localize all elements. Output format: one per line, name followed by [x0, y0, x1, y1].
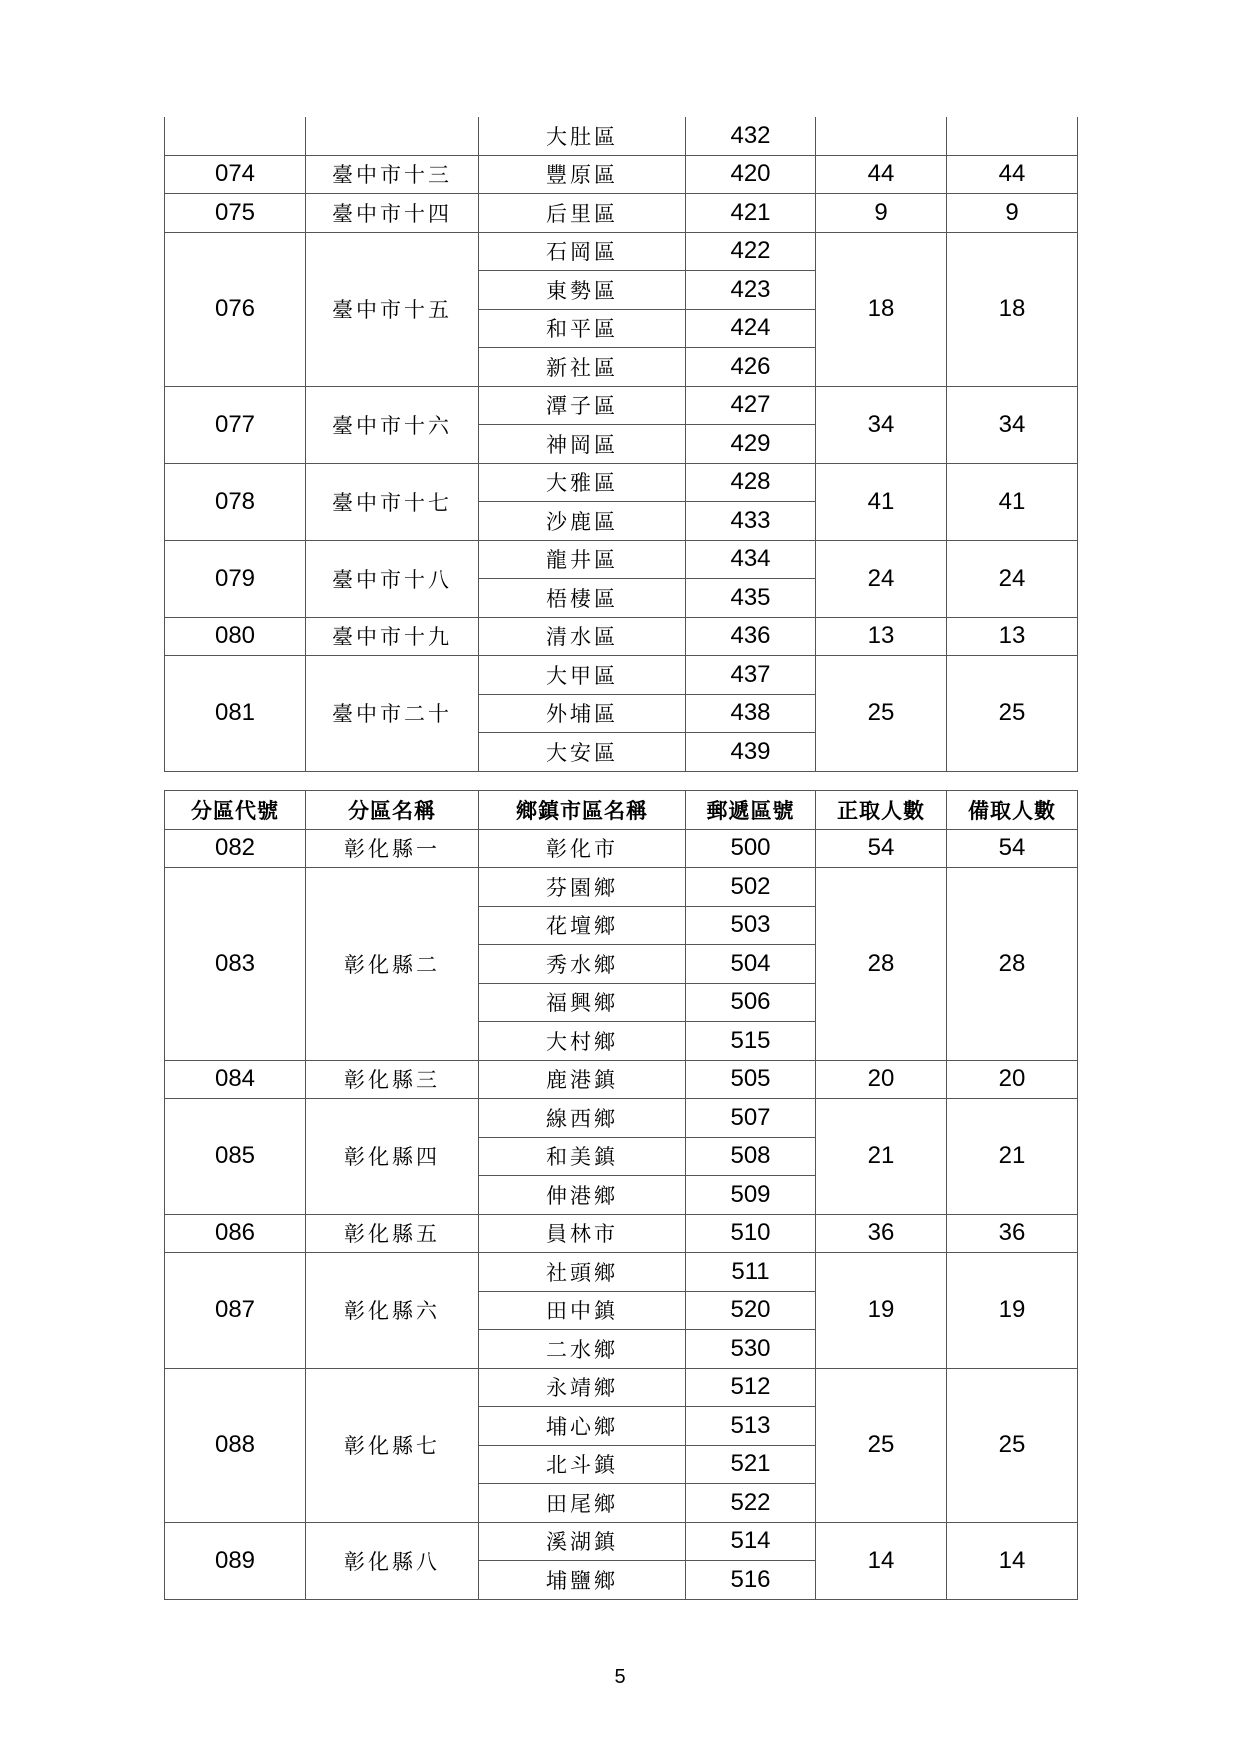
header-district-name: 鄉鎮市區名稱	[479, 791, 686, 830]
table-row	[165, 1368, 1078, 1407]
district-name-cell: 外埔區	[479, 694, 686, 733]
zone-code-cell: 089	[165, 1522, 306, 1599]
waitlist-count-cell: 9	[947, 194, 1078, 233]
postal-code-cell: 420	[686, 155, 816, 194]
admitted-count-cell: 34	[816, 386, 947, 463]
district-name-cell: 線西鄉	[479, 1099, 686, 1138]
waitlist-count-cell: 14	[947, 1522, 1078, 1599]
district-table-continued	[164, 117, 1078, 772]
district-name-cell: 龍井區	[479, 540, 686, 579]
district-name-cell: 社頭鄉	[479, 1253, 686, 1292]
admitted-count-cell: 20	[816, 1060, 947, 1099]
table-row	[165, 155, 1078, 194]
district-name-cell: 芬園鄉	[479, 868, 686, 907]
postal-code-cell: 506	[686, 983, 816, 1022]
district-name-cell: 田尾鄉	[479, 1484, 686, 1523]
zone-name-cell: 臺中市十八	[306, 540, 479, 617]
admitted-count-cell: 36	[816, 1214, 947, 1253]
table-row	[165, 1214, 1078, 1253]
admitted-count-cell: 25	[816, 656, 947, 772]
zone-name-cell: 彰化縣四	[306, 1099, 479, 1215]
table-row	[165, 540, 1078, 579]
district-name-cell: 大甲區	[479, 656, 686, 695]
district-name-cell: 彰化市	[479, 829, 686, 868]
table-row	[165, 117, 1078, 155]
zone-name-cell: 臺中市十四	[306, 194, 479, 233]
admitted-count-cell: 13	[816, 617, 947, 656]
postal-code-cell: 432	[686, 117, 816, 155]
page-number: 5	[614, 1666, 626, 1688]
header-zone-code: 分區代號	[165, 791, 306, 830]
admitted-count-cell	[816, 117, 947, 155]
postal-code-cell: 435	[686, 579, 816, 618]
district-name-cell: 神岡區	[479, 425, 686, 464]
postal-code-cell: 514	[686, 1522, 816, 1561]
table-row	[165, 1099, 1078, 1138]
header-admitted-count: 正取人數	[816, 791, 947, 830]
district-name-cell: 鹿港鎮	[479, 1060, 686, 1099]
postal-code-cell: 504	[686, 945, 816, 984]
waitlist-count-cell: 36	[947, 1214, 1078, 1253]
zone-name-cell: 臺中市二十	[306, 656, 479, 772]
postal-code-cell: 439	[686, 733, 816, 772]
postal-code-cell: 426	[686, 348, 816, 387]
district-name-cell: 福興鄉	[479, 983, 686, 1022]
zone-name-cell	[306, 117, 479, 155]
zone-code-cell	[165, 117, 306, 155]
zone-name-cell: 彰化縣八	[306, 1522, 479, 1599]
postal-code-cell: 508	[686, 1137, 816, 1176]
waitlist-count-cell: 19	[947, 1253, 1078, 1369]
district-name-cell: 梧棲區	[479, 579, 686, 618]
table-row	[165, 829, 1078, 868]
district-name-cell: 埔鹽鄉	[479, 1561, 686, 1600]
zone-code-cell: 075	[165, 194, 306, 233]
postal-code-cell: 436	[686, 617, 816, 656]
zone-code-cell: 079	[165, 540, 306, 617]
district-name-cell: 北斗鎮	[479, 1445, 686, 1484]
table-row	[165, 194, 1078, 233]
waitlist-count-cell: 34	[947, 386, 1078, 463]
waitlist-count-cell: 21	[947, 1099, 1078, 1215]
table-row	[165, 1522, 1078, 1561]
zone-name-cell: 臺中市十九	[306, 617, 479, 656]
waitlist-count-cell: 25	[947, 1368, 1078, 1522]
waitlist-count-cell: 13	[947, 617, 1078, 656]
district-name-cell: 清水區	[479, 617, 686, 656]
zone-code-cell: 080	[165, 617, 306, 656]
postal-code-cell: 522	[686, 1484, 816, 1523]
waitlist-count-cell: 41	[947, 463, 1078, 540]
admitted-count-cell: 18	[816, 232, 947, 386]
waitlist-count-cell: 28	[947, 868, 1078, 1061]
district-name-cell: 大肚區	[479, 117, 686, 155]
zone-code-cell: 074	[165, 155, 306, 194]
header-waitlist-count: 備取人數	[947, 791, 1078, 830]
district-name-cell: 后里區	[479, 194, 686, 233]
district-name-cell: 秀水鄉	[479, 945, 686, 984]
zone-code-cell: 086	[165, 1214, 306, 1253]
district-name-cell: 大安區	[479, 733, 686, 772]
admitted-count-cell: 41	[816, 463, 947, 540]
postal-code-cell: 503	[686, 906, 816, 945]
zone-name-cell: 彰化縣二	[306, 868, 479, 1061]
district-name-cell: 永靖鄉	[479, 1368, 686, 1407]
postal-code-cell: 507	[686, 1099, 816, 1138]
admitted-count-cell: 44	[816, 155, 947, 194]
postal-code-cell: 438	[686, 694, 816, 733]
postal-code-cell: 510	[686, 1214, 816, 1253]
table-1-body	[165, 117, 1078, 771]
waitlist-count-cell: 18	[947, 232, 1078, 386]
zone-code-cell: 076	[165, 232, 306, 386]
waitlist-count-cell: 25	[947, 656, 1078, 772]
table-2-body	[165, 829, 1078, 1599]
postal-code-cell: 433	[686, 502, 816, 541]
postal-code-cell: 423	[686, 271, 816, 310]
waitlist-count-cell	[947, 117, 1078, 155]
postal-code-cell: 422	[686, 232, 816, 271]
postal-code-cell: 513	[686, 1407, 816, 1446]
district-table	[164, 790, 1078, 1600]
postal-code-cell: 530	[686, 1330, 816, 1369]
postal-code-cell: 427	[686, 386, 816, 425]
postal-code-cell: 424	[686, 309, 816, 348]
waitlist-count-cell: 44	[947, 155, 1078, 194]
zone-name-cell: 彰化縣三	[306, 1060, 479, 1099]
zone-name-cell: 彰化縣五	[306, 1214, 479, 1253]
district-name-cell: 和平區	[479, 309, 686, 348]
district-name-cell: 新社區	[479, 348, 686, 387]
zone-code-cell: 082	[165, 829, 306, 868]
zone-name-cell: 臺中市十六	[306, 386, 479, 463]
district-name-cell: 花壇鄉	[479, 906, 686, 945]
postal-code-cell: 516	[686, 1561, 816, 1600]
admitted-count-cell: 54	[816, 829, 947, 868]
district-name-cell: 東勢區	[479, 271, 686, 310]
district-name-cell: 大村鄉	[479, 1022, 686, 1061]
postal-code-cell: 511	[686, 1253, 816, 1292]
postal-code-cell: 434	[686, 540, 816, 579]
table-row	[165, 656, 1078, 695]
district-name-cell: 潭子區	[479, 386, 686, 425]
district-name-cell: 大雅區	[479, 463, 686, 502]
admitted-count-cell: 28	[816, 868, 947, 1061]
postal-code-cell: 428	[686, 463, 816, 502]
postal-code-cell: 521	[686, 1445, 816, 1484]
zone-code-cell: 085	[165, 1099, 306, 1215]
zone-code-cell: 088	[165, 1368, 306, 1522]
postal-code-cell: 429	[686, 425, 816, 464]
waitlist-count-cell: 20	[947, 1060, 1078, 1099]
postal-code-cell: 505	[686, 1060, 816, 1099]
admitted-count-cell: 14	[816, 1522, 947, 1599]
zone-code-cell: 084	[165, 1060, 306, 1099]
district-name-cell: 埔心鄉	[479, 1407, 686, 1446]
district-name-cell: 豐原區	[479, 155, 686, 194]
header-postal-code: 郵遞區號	[686, 791, 816, 830]
zone-name-cell: 彰化縣七	[306, 1368, 479, 1522]
table-row	[165, 386, 1078, 425]
admitted-count-cell: 25	[816, 1368, 947, 1522]
table-row	[165, 463, 1078, 502]
admitted-count-cell: 19	[816, 1253, 947, 1369]
admitted-count-cell: 21	[816, 1099, 947, 1215]
admitted-count-cell: 24	[816, 540, 947, 617]
header-zone-name: 分區名稱	[306, 791, 479, 830]
postal-code-cell: 500	[686, 829, 816, 868]
header-row	[165, 791, 1078, 830]
zone-code-cell: 087	[165, 1253, 306, 1369]
district-name-cell: 伸港鄉	[479, 1176, 686, 1215]
admitted-count-cell: 9	[816, 194, 947, 233]
zone-code-cell: 077	[165, 386, 306, 463]
waitlist-count-cell: 54	[947, 829, 1078, 868]
table-row	[165, 232, 1078, 271]
waitlist-count-cell: 24	[947, 540, 1078, 617]
district-name-cell: 田中鎮	[479, 1291, 686, 1330]
table-row	[165, 1253, 1078, 1292]
zone-name-cell: 臺中市十七	[306, 463, 479, 540]
district-name-cell: 二水鄉	[479, 1330, 686, 1369]
zone-name-cell: 彰化縣一	[306, 829, 479, 868]
zone-code-cell: 081	[165, 656, 306, 772]
postal-code-cell: 509	[686, 1176, 816, 1215]
table-row	[165, 617, 1078, 656]
district-name-cell: 和美鎮	[479, 1137, 686, 1176]
zone-name-cell: 臺中市十三	[306, 155, 479, 194]
district-name-cell: 石岡區	[479, 232, 686, 271]
postal-code-cell: 437	[686, 656, 816, 695]
district-name-cell: 溪湖鎮	[479, 1522, 686, 1561]
district-name-cell: 沙鹿區	[479, 502, 686, 541]
zone-code-cell: 083	[165, 868, 306, 1061]
postal-code-cell: 512	[686, 1368, 816, 1407]
postal-code-cell: 502	[686, 868, 816, 907]
postal-code-cell: 421	[686, 194, 816, 233]
postal-code-cell: 520	[686, 1291, 816, 1330]
table-row	[165, 868, 1078, 907]
district-name-cell: 員林市	[479, 1214, 686, 1253]
zone-name-cell: 彰化縣六	[306, 1253, 479, 1369]
postal-code-cell: 515	[686, 1022, 816, 1061]
table-row	[165, 1060, 1078, 1099]
zone-code-cell: 078	[165, 463, 306, 540]
zone-name-cell: 臺中市十五	[306, 232, 479, 386]
